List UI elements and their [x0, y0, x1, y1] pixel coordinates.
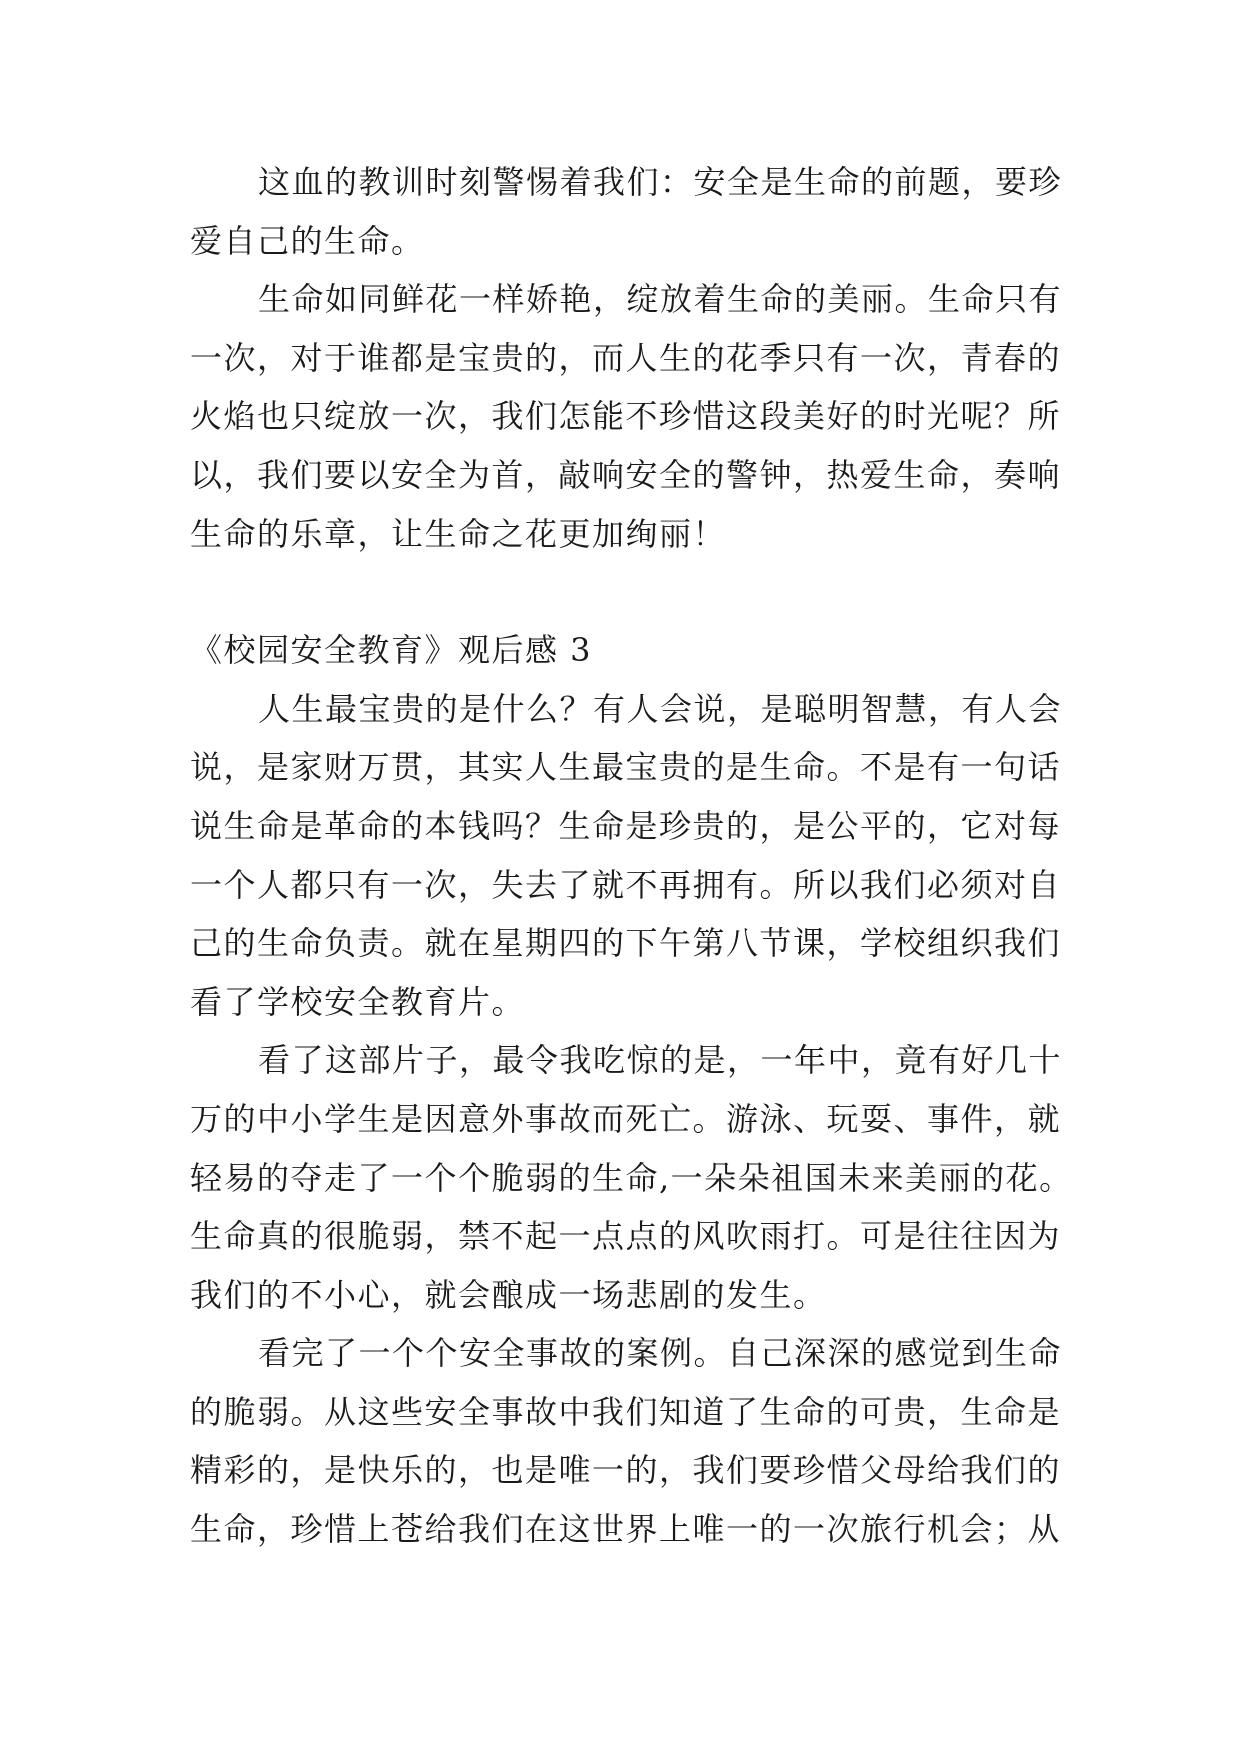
- paragraph-most-precious: [190, 680, 1063, 1032]
- heading-line: 《校园安全教育》观后感 3: [190, 631, 593, 670]
- paragraph-line: 生命，珍惜上苍给我们在这世界上唯一的一次旅行机会；从: [190, 1510, 1062, 1549]
- paragraph-line: 人生最宝贵的是什么？有人会说，是聪明智慧，有人会: [258, 689, 1063, 728]
- paragraph-line: 说，是家财万贯，其实人生最宝贵的是生命。不是有一句话: [190, 748, 1062, 787]
- paragraph-line: 一次，对于谁都是宝贵的，而人生的花季只有一次，青春的: [190, 338, 1062, 377]
- paragraph-life-flower: [190, 270, 1063, 563]
- paragraph-line: 看完了一个个安全事故的案例。自己深深的感觉到生命: [258, 1334, 1063, 1373]
- paragraph-line: 一个人都只有一次，失去了就不再拥有。所以我们必须对自: [190, 865, 1062, 904]
- paragraph-line: 生命真的很脆弱，禁不起一点点的风吹雨打。可是往往因为: [190, 1217, 1062, 1256]
- paragraph-line: 我们的不小心，就会酿成一场悲剧的发生。: [190, 1275, 827, 1314]
- paragraph-line: 的脆弱。从这些安全事故中我们知道了生命的可贵，生命是: [190, 1392, 1062, 1431]
- paragraph-line: 以，我们要以安全为首，敲响安全的警钟，热爱生命，奏响: [190, 455, 1062, 494]
- paragraph-line: 轻易的夺走了一个个脆弱的生命,一朵朵祖国未来美丽的花。: [190, 1158, 1073, 1197]
- paragraph-line: 万的中小学生是因意外事故而死亡。游泳、玩耍、事件，就: [190, 1099, 1062, 1138]
- paragraph-film-reaction: [190, 1031, 1073, 1324]
- paragraph-line: 这血的教训时刻警惕着我们：安全是生命的前题，要珍: [258, 163, 1063, 201]
- paragraph-line: 爱自己的生命。: [190, 221, 425, 260]
- document-body: [190, 153, 1073, 1559]
- paragraph-blood-lesson: [190, 153, 1063, 270]
- paragraph-case-studies: [190, 1324, 1063, 1558]
- paragraph-line: 说生命是革命的本钱吗？生命是珍贵的，是公平的，它对每: [190, 806, 1062, 845]
- paragraph-line: 精彩的，是快乐的，也是唯一的，我们要珍惜父母给我们的: [190, 1451, 1062, 1490]
- paragraph-line: 生命的乐章，让生命之花更加绚丽！: [190, 514, 727, 553]
- paragraph-line: 己的生命负责。就在星期四的下午第八节课，学校组织我们: [190, 924, 1062, 963]
- section-heading: [190, 621, 1050, 680]
- paragraph-line: 看了学校安全教育片。: [190, 982, 526, 1021]
- section-spacer: [190, 563, 1050, 621]
- paragraph-line: 看了这部片子，最令我吃惊的是，一年中，竟有好几十: [258, 1041, 1063, 1080]
- paragraph-line: 生命如同鲜花一样娇艳，绽放着生命的美丽。生命只有: [258, 280, 1063, 319]
- paragraph-line: 火焰也只绽放一次，我们怎能不珍惜这段美好的时光呢？所: [190, 397, 1062, 436]
